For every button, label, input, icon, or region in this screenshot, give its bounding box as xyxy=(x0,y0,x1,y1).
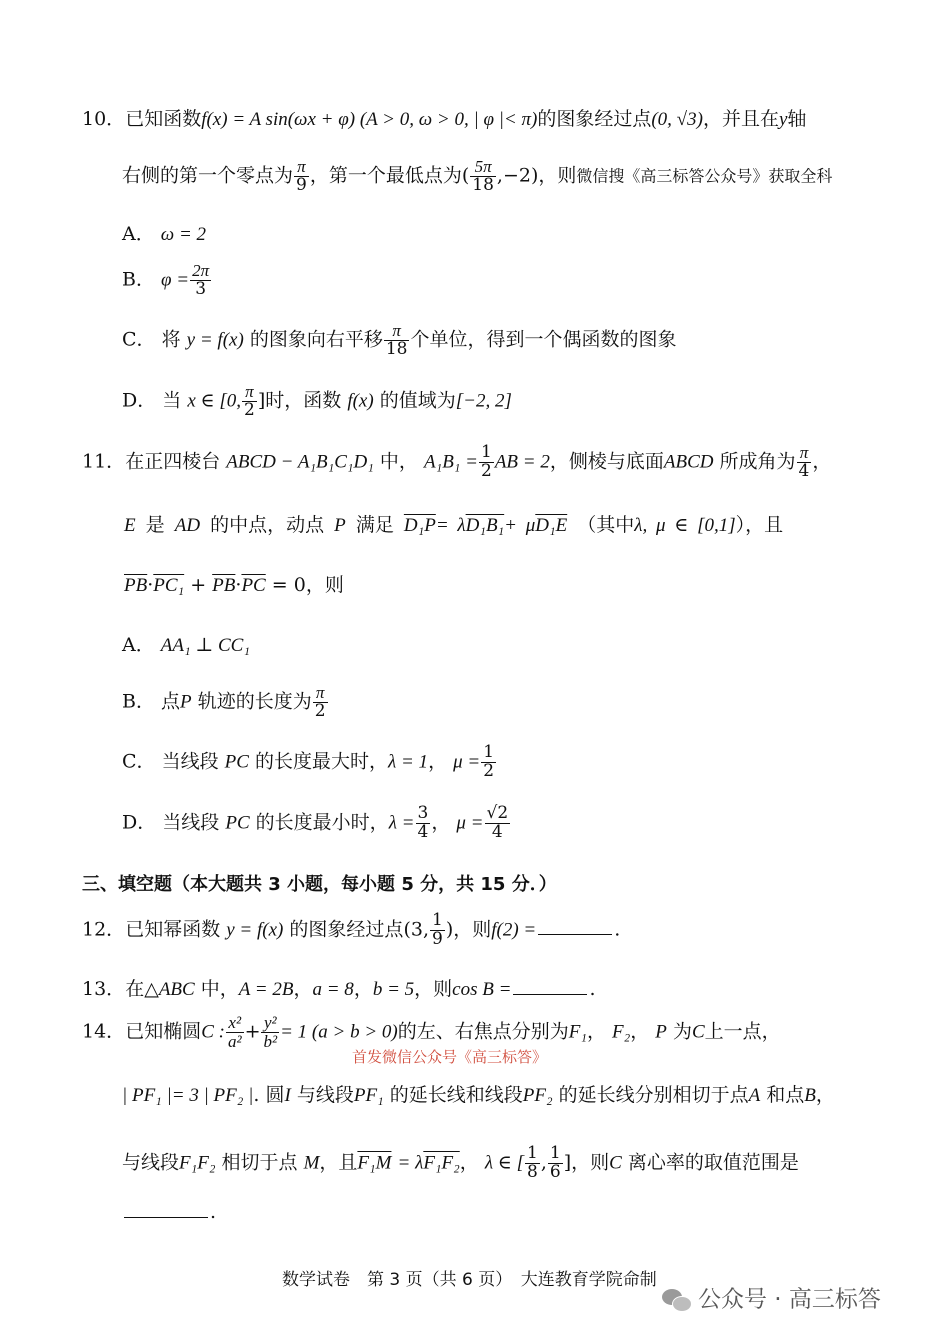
answer-blank xyxy=(124,1198,208,1218)
text-fragment: (0, √3) xyxy=(651,109,703,130)
text-fragment: 个单位，得到一个偶函数的图象 xyxy=(410,328,677,351)
q14-line3 xyxy=(122,1145,799,1182)
text-fragment: 相切于点 xyxy=(221,1151,298,1174)
text-fragment: ] xyxy=(563,1151,572,1174)
text-fragment: x ∈ [0, xyxy=(187,390,241,412)
text-fragment: C xyxy=(691,1021,705,1043)
text-fragment: F₁ xyxy=(568,1021,587,1043)
text-fragment: . xyxy=(589,978,596,1000)
text-fragment: 已知函数 xyxy=(125,108,202,130)
text-fragment: 13． xyxy=(82,978,126,1000)
fraction xyxy=(242,383,257,420)
text-fragment: = 0 xyxy=(271,574,306,596)
q10-option-c xyxy=(122,322,677,359)
text-fragment: λ ∈ [ xyxy=(484,1152,524,1174)
fraction xyxy=(470,158,496,195)
text-fragment: ( xyxy=(461,164,470,187)
text-fragment: 4 xyxy=(491,821,503,842)
text-fragment: ， xyxy=(630,1020,650,1043)
text-fragment: 的中点，动点 xyxy=(210,514,325,536)
text-fragment: ,−2) xyxy=(496,164,539,187)
text-fragment: F₁F₂ xyxy=(423,1152,460,1174)
text-fragment: [−2, 2] xyxy=(455,390,512,412)
text-fragment: π xyxy=(294,158,309,177)
text-fragment: ，侧棱与底面 xyxy=(549,450,664,473)
text-fragment: 9 xyxy=(296,174,307,195)
text-fragment: ，则 xyxy=(538,164,577,187)
text-fragment: 的值域为 xyxy=(379,389,456,412)
text-fragment: $\overline{PB}$ xyxy=(124,575,148,596)
text-fragment: 2 xyxy=(480,460,492,481)
text-fragment: AD xyxy=(174,515,201,536)
text-fragment: ABCD xyxy=(663,451,714,473)
text-fragment: 4 xyxy=(798,460,810,481)
text-fragment: . xyxy=(210,1201,217,1223)
text-fragment: 2 xyxy=(314,700,326,721)
text-fragment: D． xyxy=(122,389,157,412)
text-fragment: C xyxy=(609,1152,622,1174)
text-fragment: 2 xyxy=(244,399,255,420)
text-fragment: π xyxy=(384,322,410,341)
q11-option-a xyxy=(122,636,250,655)
text-fragment: λ, μ ∈ [0,1] xyxy=(634,515,736,536)
q10-option-d xyxy=(122,383,512,420)
text-fragment: . xyxy=(614,918,621,941)
text-fragment: M xyxy=(303,1152,320,1174)
text-fragment: b = 5 xyxy=(372,979,415,1000)
text-fragment: PC₁ xyxy=(153,575,185,596)
fraction xyxy=(416,805,431,842)
q11-line3 xyxy=(124,576,344,595)
q11-option-b xyxy=(122,684,329,721)
text-fragment: λ = 1 xyxy=(388,751,429,773)
wechat-account-label: 公众号 · 高三标答 xyxy=(698,1286,881,1313)
text-fragment: 18 xyxy=(472,174,494,195)
text-fragment: ，则 xyxy=(414,978,453,1000)
text-fragment: = λ xyxy=(435,515,466,536)
text-fragment: ， xyxy=(431,811,451,834)
text-fragment: 1 xyxy=(527,1143,538,1163)
text-fragment: 的延长线和线段 xyxy=(389,1084,523,1106)
text-fragment: 18 xyxy=(385,338,408,359)
text-fragment: = 1 (a > b > 0) xyxy=(280,1021,398,1043)
text-fragment: C : xyxy=(201,1021,225,1043)
text-fragment: y xyxy=(778,109,788,130)
text-fragment: ， xyxy=(815,1084,835,1106)
text-fragment: λ = xyxy=(388,812,415,834)
text-fragment: ，第一个最低点为 xyxy=(309,164,462,187)
text-fragment: AB = 2 xyxy=(494,451,550,473)
text-fragment: ) xyxy=(445,918,454,941)
text-fragment: 所成角为 xyxy=(719,450,796,473)
fraction xyxy=(190,262,211,299)
fraction xyxy=(261,1014,279,1051)
text-fragment: F₁F₂ xyxy=(179,1152,216,1174)
text-fragment: · xyxy=(235,574,242,596)
text-fragment: 满足 xyxy=(355,514,394,536)
text-fragment: F₂ xyxy=(612,1021,631,1043)
text-fragment: f(x) xyxy=(347,390,374,412)
q10-option-b xyxy=(122,262,212,299)
text-fragment: 10． xyxy=(82,108,126,130)
answer-blank xyxy=(538,915,612,935)
text-fragment: $\overline{PB}$ xyxy=(212,575,236,596)
text-fragment: 中， xyxy=(200,978,239,1000)
text-fragment: 3 xyxy=(195,278,207,299)
text-fragment: 时，函数 xyxy=(265,389,342,412)
text-fragment: PC xyxy=(224,751,249,773)
text-fragment: ， xyxy=(459,1151,479,1174)
text-fragment: 9 xyxy=(431,928,443,949)
text-fragment: f(x) = A sin(ωx + φ) (A > 0, ω > 0, | φ |< π) xyxy=(201,109,538,130)
text-fragment: 是 xyxy=(145,514,165,536)
text-fragment: y² xyxy=(261,1014,279,1033)
q14-line4 xyxy=(122,1198,216,1222)
text-fragment: 点 xyxy=(161,690,181,713)
page-footer: 数学试卷 第 3 页（共 6 页） 大连教育学院命制 xyxy=(282,1270,657,1290)
text-fragment: f(2) = xyxy=(491,919,537,941)
q10-line1 xyxy=(82,110,806,129)
text-fragment: A = 2B xyxy=(238,979,294,1000)
text-fragment: 1 xyxy=(480,442,492,462)
q10-option-a xyxy=(122,225,206,244)
text-fragment: x² xyxy=(226,1014,244,1033)
wechat-badge[interactable] xyxy=(662,1287,881,1313)
text-fragment: 离心率的取值范围是 xyxy=(627,1151,799,1174)
text-fragment: D₁B₁ xyxy=(465,515,505,536)
text-fragment: ，并且在 xyxy=(702,108,779,130)
text-fragment: a² xyxy=(227,1031,242,1051)
fraction xyxy=(481,744,496,781)
text-fragment: 3 xyxy=(417,803,429,823)
text-fragment: 当 xyxy=(162,389,182,412)
text-fragment: 1 xyxy=(431,910,443,930)
text-fragment: ，且 xyxy=(319,1151,358,1174)
text-fragment: PF₁ xyxy=(353,1085,384,1106)
text-fragment: △ABC xyxy=(144,979,195,1000)
text-fragment: 11． xyxy=(82,450,126,473)
text-fragment: 1 xyxy=(549,1143,561,1163)
text-fragment: D₁E xyxy=(535,515,568,536)
text-fragment: + xyxy=(244,1020,261,1043)
text-fragment: ， xyxy=(812,450,832,473)
q11-line1 xyxy=(82,444,831,481)
text-fragment: 8 xyxy=(527,1161,538,1182)
text-fragment: 上一点， xyxy=(704,1020,781,1043)
text-fragment: 右侧的第一个零点为 xyxy=(122,164,294,187)
text-fragment: 6 xyxy=(549,1161,561,1182)
fraction xyxy=(525,1145,540,1182)
text-fragment: 1 xyxy=(483,742,495,762)
text-fragment: π xyxy=(797,444,812,463)
fraction xyxy=(313,684,328,721)
text-fragment: + μ xyxy=(504,515,536,536)
wechat-logo-icon xyxy=(662,1287,692,1313)
fraction xyxy=(430,912,445,949)
answer-blank xyxy=(513,975,587,995)
q12 xyxy=(82,912,620,949)
text-fragment: y = f(x) xyxy=(186,329,244,351)
q14-line2 xyxy=(122,1086,835,1105)
text-fragment: B． xyxy=(122,268,155,291)
text-fragment: 14． xyxy=(82,1020,126,1043)
text-fragment: | PF₁ |= 3 | PF₂ | xyxy=(122,1085,254,1106)
text-fragment: ， xyxy=(586,1020,606,1043)
text-fragment: 的左、右焦点分别为 xyxy=(397,1020,569,1043)
fraction xyxy=(384,322,410,359)
text-fragment: 轨迹的长度为 xyxy=(197,690,312,713)
text-fragment: 的长度最小时， xyxy=(255,811,389,834)
text-fragment: 在 xyxy=(125,978,145,1000)
text-fragment: ] xyxy=(257,389,266,412)
text-fragment: D₁P xyxy=(403,515,436,536)
text-fragment: B． xyxy=(122,690,155,713)
text-fragment: ， xyxy=(293,978,313,1000)
text-fragment: 当线段 xyxy=(162,811,220,834)
q11-line2 xyxy=(124,516,783,535)
text-fragment: C． xyxy=(122,750,156,773)
text-fragment: F₁M xyxy=(357,1152,392,1174)
q11-option-c xyxy=(122,744,497,781)
fraction xyxy=(485,805,511,842)
fraction xyxy=(294,158,309,195)
text-fragment: 的延长线分别相切于点 xyxy=(558,1084,749,1106)
text-fragment xyxy=(672,1296,692,1312)
text-fragment: 2 xyxy=(483,760,495,781)
text-fragment: b² xyxy=(263,1031,278,1051)
text-fragment: ω = 2 xyxy=(160,224,207,245)
text-fragment: √2 xyxy=(486,803,509,823)
text-fragment: 的长度最大时， xyxy=(254,750,388,773)
text-fragment: + xyxy=(190,574,207,596)
watermark-text: 微信搜《高三标答公众号》获取全科 xyxy=(576,166,833,186)
text-fragment: P xyxy=(334,515,346,536)
text-fragment: ，则 xyxy=(453,918,492,941)
text-fragment: 已知幂函数 xyxy=(125,918,221,941)
text-fragment: A xyxy=(748,1085,761,1106)
text-fragment: = λ xyxy=(397,1152,424,1174)
text-fragment: π xyxy=(242,383,257,402)
fraction xyxy=(479,444,494,481)
q13 xyxy=(82,975,595,999)
text-fragment: A． xyxy=(122,634,155,656)
text-fragment: π xyxy=(313,684,328,703)
text-fragment: AA₁ ⊥ CC₁ xyxy=(160,635,250,656)
text-fragment: ABCD − A₁B₁C₁D₁ xyxy=(226,451,374,473)
text-fragment: 与线段 xyxy=(296,1084,354,1106)
text-fragment: $\overline{PC}$ xyxy=(241,575,266,596)
fraction xyxy=(797,444,812,481)
text-fragment: E xyxy=(124,515,136,536)
text-fragment: 轴 xyxy=(787,108,807,130)
text-fragment: ），且 xyxy=(735,514,784,536)
text-fragment: ， xyxy=(428,750,448,773)
section-heading: 三、填空题（本大题共 3 小题，每小题 5 分，共 15 分．） xyxy=(82,874,557,895)
text-fragment: 4 xyxy=(417,821,429,842)
text-fragment: ，则 xyxy=(571,1151,610,1174)
text-fragment: μ = xyxy=(453,751,481,773)
text-fragment: PC xyxy=(225,812,250,834)
text-fragment: P xyxy=(180,691,192,713)
text-fragment: 为 xyxy=(672,1020,692,1043)
text-fragment: a = 8 xyxy=(312,979,354,1000)
text-fragment: I xyxy=(284,1085,291,1106)
q11-option-d xyxy=(122,805,511,842)
q14-line1 xyxy=(82,1014,781,1051)
text-fragment: . 圆 xyxy=(253,1084,285,1106)
text-fragment: 12． xyxy=(82,918,126,941)
text-fragment: A₁B₁ = xyxy=(423,451,478,473)
text-fragment: （其中 xyxy=(577,514,635,536)
text-fragment: 在正四棱台 xyxy=(125,450,221,473)
text-fragment: ， xyxy=(353,978,373,1000)
text-fragment: D． xyxy=(122,811,157,834)
text-fragment: B xyxy=(804,1085,816,1106)
fraction xyxy=(226,1014,244,1051)
watermark-red: 首发微信公众号《高三标答》 xyxy=(352,1048,548,1066)
text-fragment: PF₂ xyxy=(522,1085,553,1106)
text-fragment: P xyxy=(655,1021,667,1043)
text-fragment: 的图象经过点 xyxy=(537,108,652,130)
text-fragment: 当线段 xyxy=(161,750,219,773)
text-fragment: , xyxy=(540,1151,547,1174)
text-fragment: A． xyxy=(122,223,155,245)
text-fragment: 2π xyxy=(192,261,210,280)
text-fragment: · xyxy=(147,574,154,596)
text-fragment: y = f(x) xyxy=(226,919,284,941)
text-fragment: C． xyxy=(122,328,156,351)
text-fragment: ，则 xyxy=(305,574,344,596)
text-fragment: 已知椭圆 xyxy=(125,1020,202,1043)
text-fragment: (3, xyxy=(403,918,429,941)
text-fragment: 的图象向右平移 xyxy=(249,328,383,351)
text-fragment: 中， xyxy=(379,450,418,473)
q10-line2 xyxy=(122,158,832,195)
text-fragment: 将 xyxy=(161,328,181,351)
text-fragment: 和点 xyxy=(766,1084,805,1106)
text-fragment: μ = xyxy=(456,812,484,834)
text-fragment: 的图象经过点 xyxy=(289,918,404,941)
text-fragment: φ = xyxy=(161,269,190,291)
text-fragment: cos B = xyxy=(452,979,512,1000)
text-fragment: 与线段 xyxy=(122,1151,180,1174)
text-fragment: 5π xyxy=(470,158,496,177)
fraction xyxy=(548,1145,563,1182)
